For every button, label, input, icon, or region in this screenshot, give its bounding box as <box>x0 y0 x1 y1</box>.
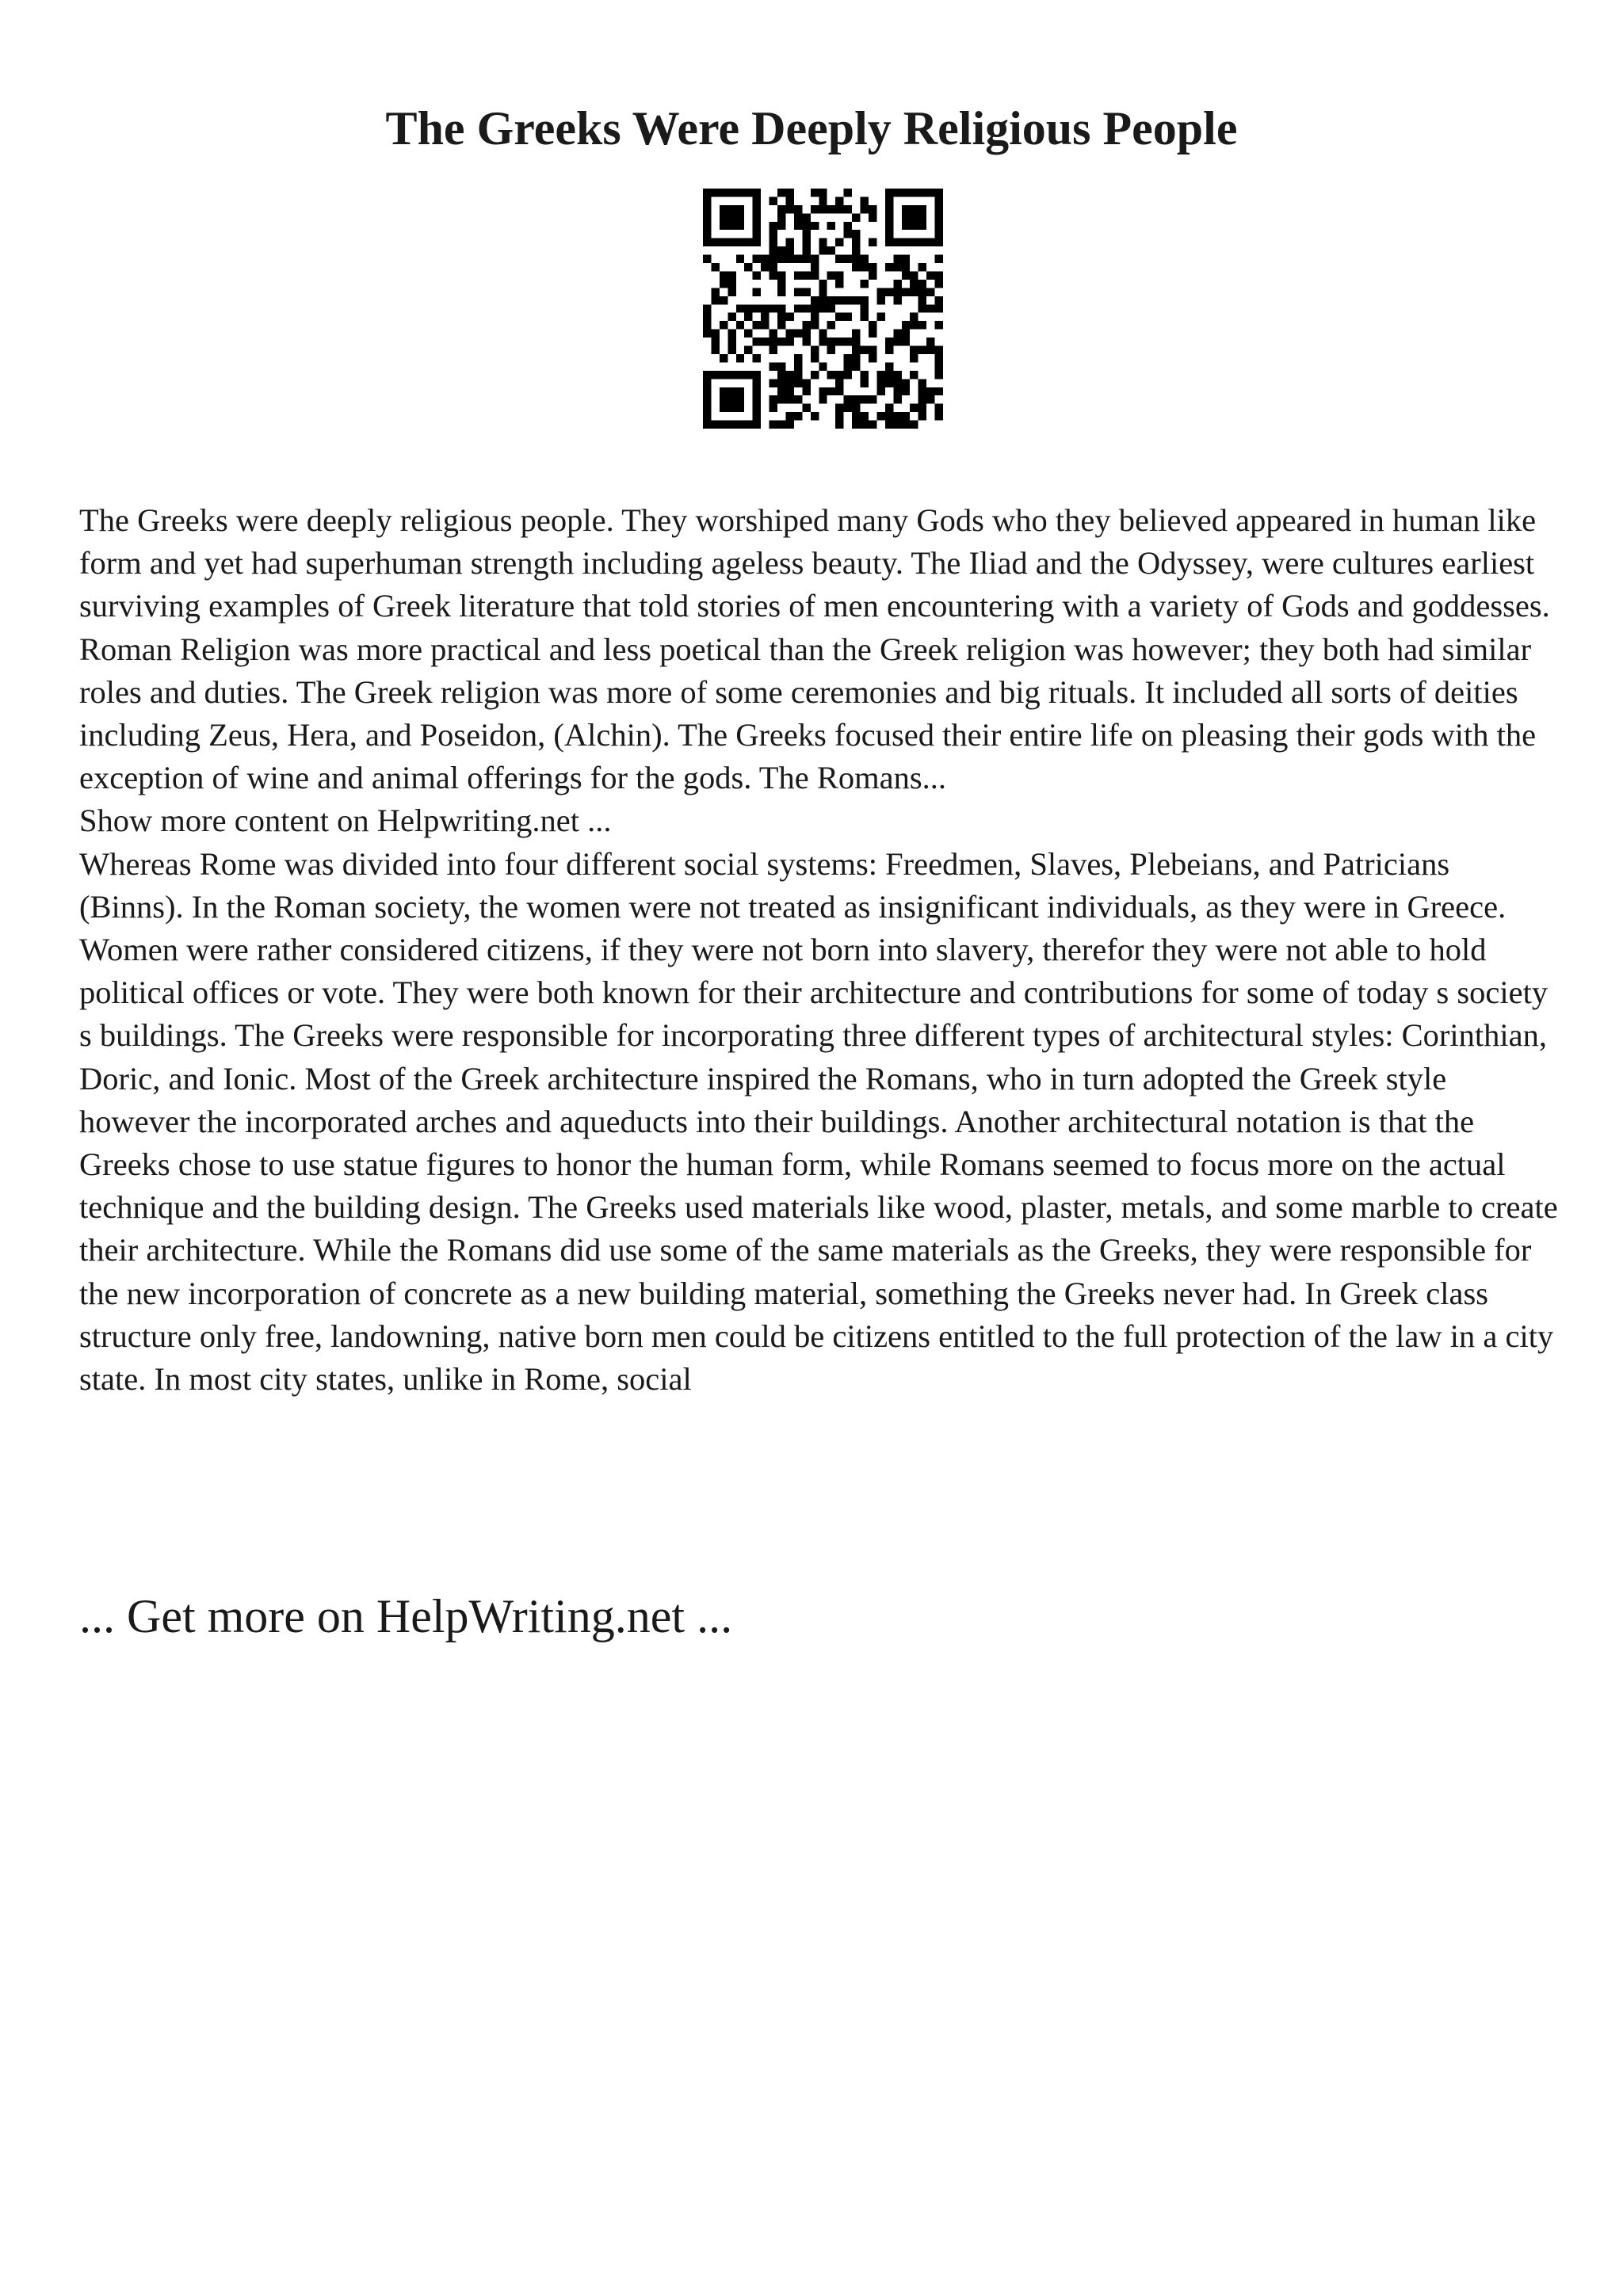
article-body <box>79 499 1561 1401</box>
page-title: The Greeks Were Deeply Religious People <box>385 102 1238 154</box>
show-more-link[interactable]: Show more content on Helpwriting.net ... <box>79 803 612 839</box>
paragraph-1: The Greeks were deeply religious people. They worshiped many Gods who they believed appeared in human like form and yet had superhuman strength including ageless beauty. The Iliad and the Odyssey, were cultures earliest surviving examples of Greek literature that told stories of men encountering with a variety of Gods and goddesses. Roman Religion was more practical and less poetical than the Greek religion was however; they both had similar roles and duties. The Greek religion was more of some ceremonies and big rituals. It included all sorts of deities including Zeus, Hera, and Poseidon, (Alchin). The Greeks focused their entire life on pleasing their gods with the exception of wine and animal offerings for the gods. The Romans... <box>79 502 1550 796</box>
paragraph-2: Whereas Rome was divided into four different social systems: Freedmen, Slaves, Plebeians, and Patricians (Binns). In the Roman society, the women were not treated as insignificant individuals, as they were in Greece. Women were rather considered citizens, if they were not born into slavery, therefor they were not able to hold political offices or vote. They were both known for their architecture and contributions for some of today s society s buildings. The Greeks were responsible for incorporating three different types of architectural styles: Corinthian, Doric, and Ionic. Most of the Greek architecture inspired the Romans, who in turn adopted the Greek style however the incorporated arches and aqueducts into their buildings. Another architectural notation is that the Greeks chose to use statue figures to honor the human form, while Romans seemed to focus more on the actual technique and the building design. The Greeks used materials like wood, plaster, metals, and some marble to create their architecture. While the Romans did use some of the same materials as the Greeks, they were responsible for the new incorporation of concrete as a new building material, something the Greeks never had. In Greek class structure only free, landowning, native born men could be citizens entitled to the full protection of the law in a city state. In most city states, unlike in Rome, social <box>79 845 1558 1398</box>
qr-code-icon[interactable] <box>703 189 943 429</box>
get-more-link[interactable]: ... Get more on HelpWriting.net ... <box>79 1590 733 1642</box>
